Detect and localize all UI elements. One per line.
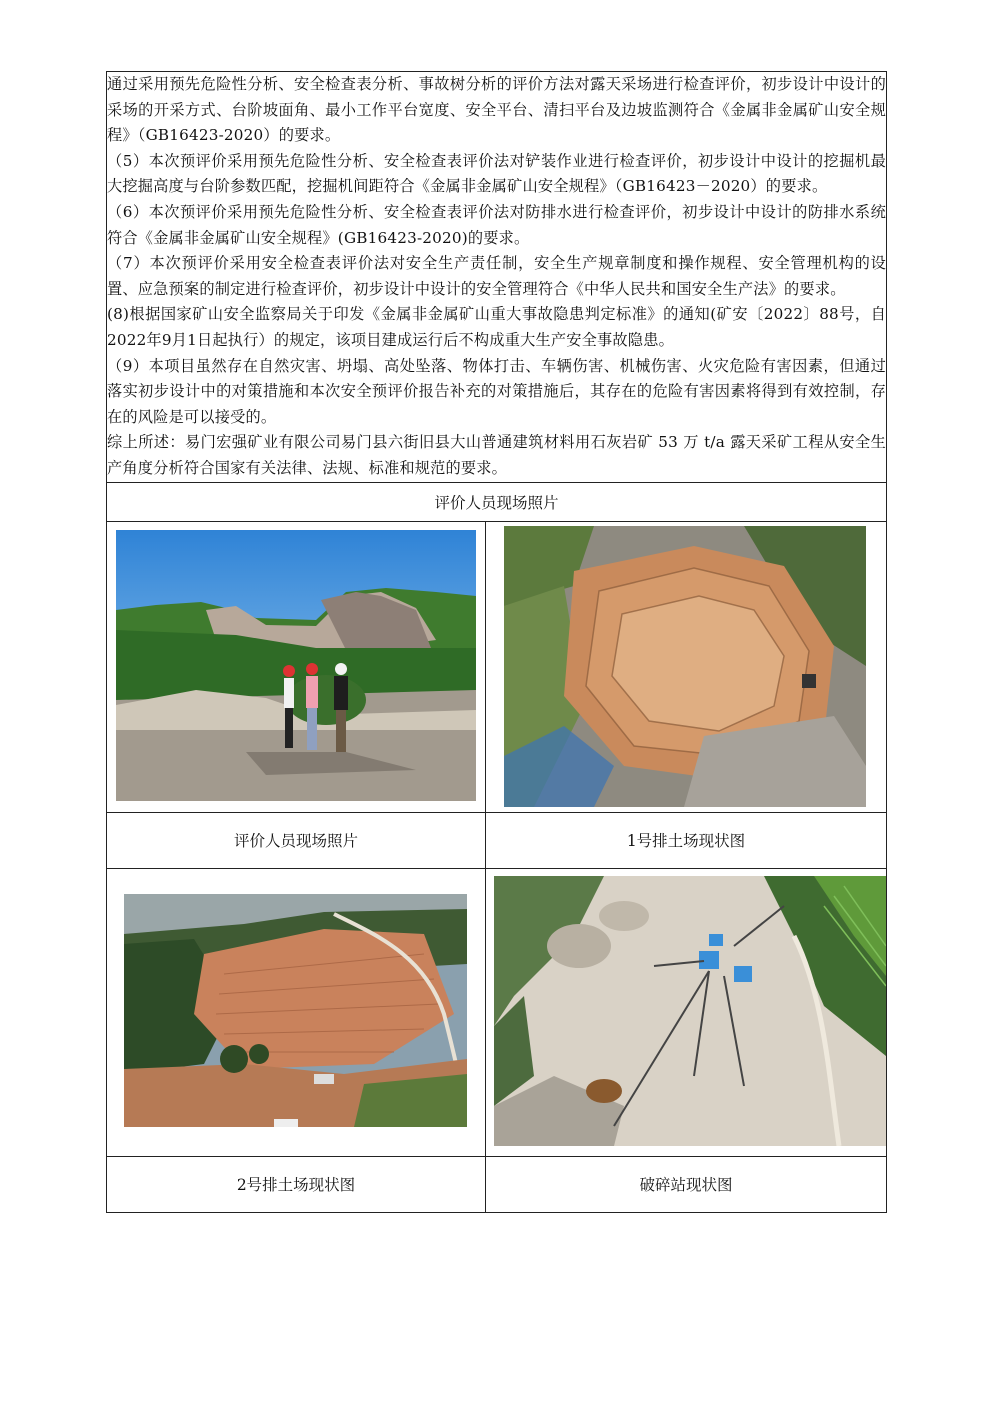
caption-3: 2号排土场现状图 <box>107 1156 486 1212</box>
caption-1: 评价人员现场照片 <box>107 812 486 868</box>
conclusion-text-cell <box>107 72 887 483</box>
site-personnel-photo <box>116 530 476 801</box>
photo-cell-4 <box>486 868 887 1156</box>
paragraph-5: （9）本项目虽然存在自然灾害、坍塌、高处坠落、物体打击、车辆伤害、机械伤害、火灾危险有害因素，但通过落实初步设计中的对策措施和本次安全预评价报告补充的对策措施后，其存在的危险有害因素将得到有效控制，存在的风险是可以接受的。 <box>107 356 887 426</box>
photo-cell-2 <box>486 521 887 812</box>
crushing-station-photo <box>494 876 886 1146</box>
dump-site-2-photo <box>124 894 467 1127</box>
caption-2: 1号排土场现状图 <box>486 812 887 868</box>
report-table <box>106 71 887 1213</box>
photo-cell-3 <box>107 868 486 1156</box>
paragraph-0: 通过采用预先危险性分析、安全检查表分析、事故树分析的评价方法对露天采场进行检查评价，初步设计中设计的采场的开采方式、台阶坡面角、最小工作平台宽度、安全平台、清扫平台及边坡监测符合《金属非金属矿山安全规程》（GB16423-2020）的要求。 <box>107 75 887 145</box>
dump-site-1-photo <box>504 526 866 807</box>
paragraph-6: 综上所述：易门宏强矿业有限公司易门县六街旧县大山普通建筑材料用石灰岩矿 53 万 t/a 露天采矿工程从安全生产角度分析符合国家有关法律、法规、标准和规范的要求。 <box>107 433 887 477</box>
paragraph-2: （6）本次预评价采用预先危险性分析、安全检查表评价法对防排水进行检查评价，初步设计中设计的防排水系统符合《金属非金属矿山安全规程》(GB16423-2020)的要求。 <box>107 202 887 247</box>
section-title: 评价人员现场照片 <box>107 482 887 521</box>
paragraph-3: （7）本次预评价采用安全检查表评价法对安全生产责任制，安全生产规章制度和操作规程、安全管理机构的设置、应急预案的制定进行检查评价，初步设计中设计的安全管理符合《中华人民共和国安全生产法》的要求。 <box>107 254 887 298</box>
paragraph-4: (8)根据国家矿山安全监察局关于印发《金属非金属矿山重大事故隐患判定标准》的通知(矿安〔2022〕88号，自2022年9月1日起执行）的规定，该项目建成运行后不构成重大生产安全事故隐患。 <box>107 305 887 349</box>
paragraph-1: （5）本次预评价采用预先危险性分析、安全检查表评价法对铲装作业进行检查评价，初步设计中设计的挖掘机最大挖掘高度与台阶参数匹配，挖掘机间距符合《金属非金属矿山安全规程》（GB16423－2020）的要求。 <box>107 151 887 196</box>
caption-4: 破碎站现状图 <box>486 1156 887 1212</box>
photo-cell-1 <box>107 521 486 812</box>
document-sheet <box>106 71 886 1213</box>
